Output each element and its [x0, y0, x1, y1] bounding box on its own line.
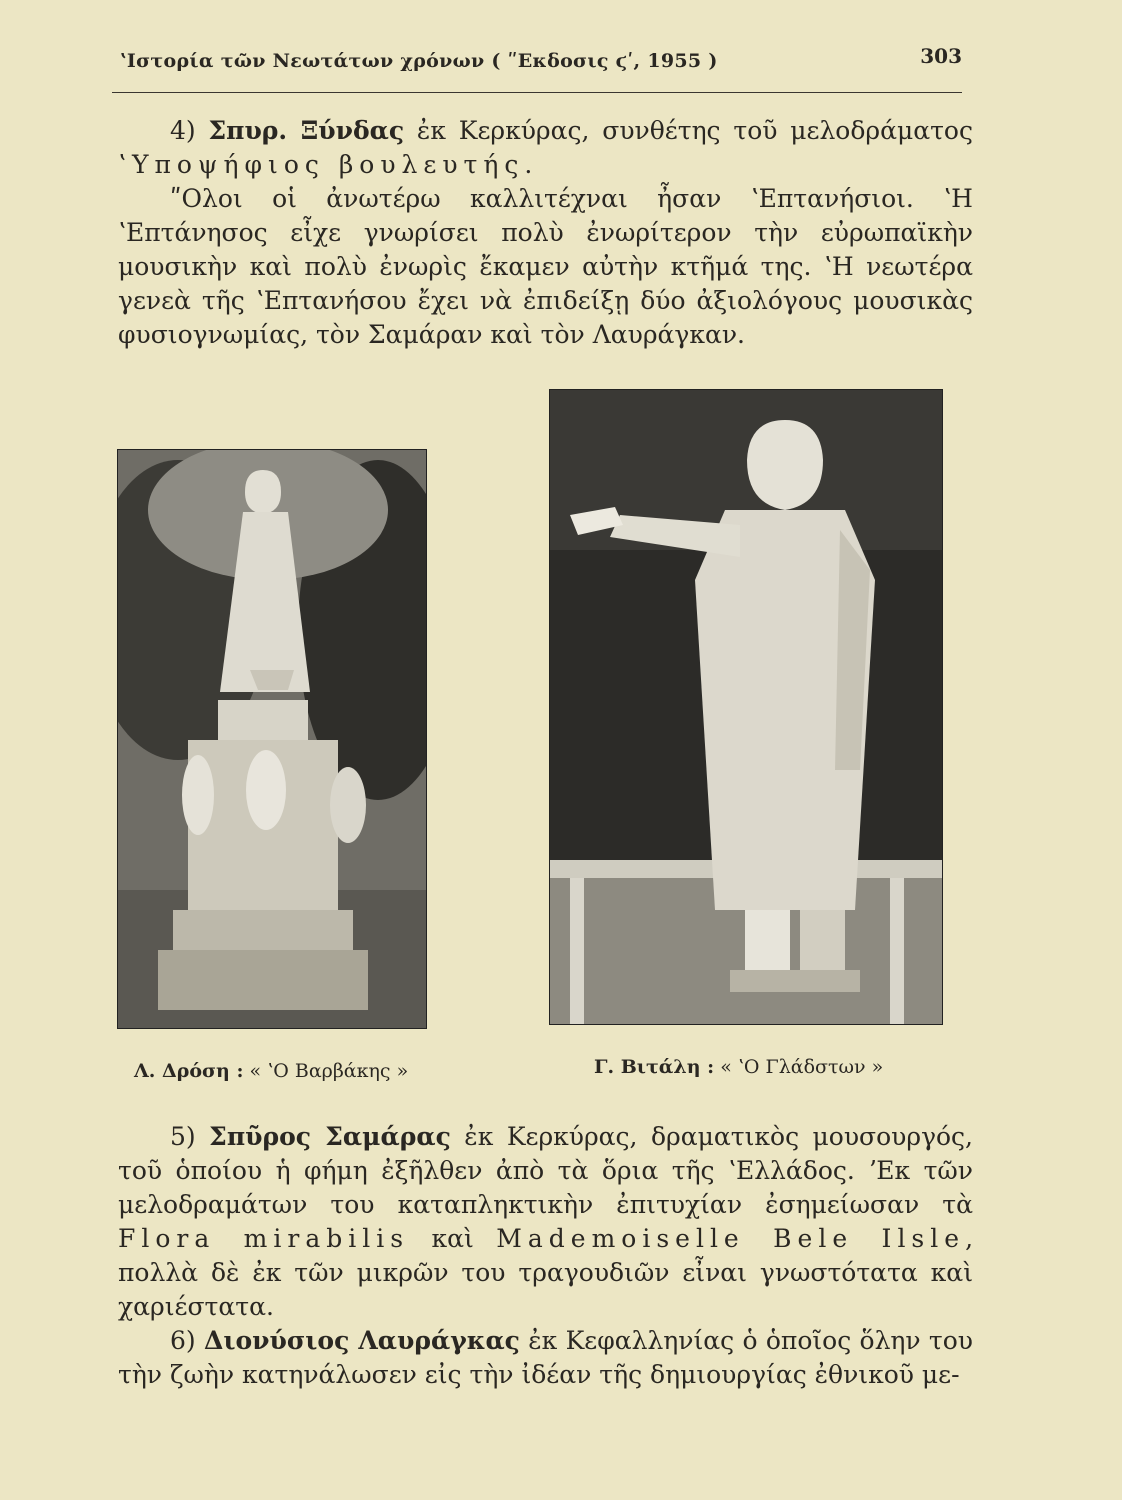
caption-title: « ʽΟ Γλάδστων »: [720, 1056, 884, 1078]
caption-gladstone: [594, 1056, 883, 1078]
photo-gladstone-statue: [549, 389, 943, 1025]
composer-name: Διονύσιος Λαυράγκας: [204, 1326, 520, 1355]
caption-artist: Γ. Βιτάλη :: [594, 1056, 715, 1078]
caption-artist: Λ. Δρόση :: [134, 1060, 244, 1082]
item-number: 5): [170, 1122, 196, 1151]
body-text: ἐκ Κεφαλληνίας ὁ ὁποῖος ὅλην του τὴν ζωὴν κατηνάλωσεν εἰς τὴν ἰδέαν τῆς δημιουργίας ἐθνικοῦ με-: [118, 1326, 974, 1389]
body-text: , πολλὰ δὲ ἐκ τῶν μικρῶν του τραγουδιῶν εἶναι γνωστότατα καὶ χαριέστατα.: [118, 1224, 974, 1321]
paragraph-heptanese: ʺΟλοι οἱ ἀνωτέρω καλλιτέχναι ἦσαν ʽΕπτανήσιοι. ʽΗ ʽΕπτάνησος εἶχε γνωρίσει πολὺ ἐνωρίτερον τὴν εὐρωπαϊκὴν μουσικὴν καὶ πολὺ ἐνωρὶς ἔκαμεν αὐτὴν κτῆμά της. ʽΗ νεωτέρα γενεὰ τῆς ʽΕπτανήσου ἔχει νὰ ἐπιδείξῃ δύο ἀξιολόγους μουσικὰς φυσιογνωμίας, τὸν Σαμάραν καὶ τὸν Λαυράγκαν.: [118, 184, 973, 349]
running-title: ʽΙστορία τῶν Νεωτάτων χρόνων ( ʺΕκδοσις ϛʹ, 1955 ): [120, 50, 718, 72]
body-text: ἐκ Κερκύρας, δραματικὸς μουσουργός, τοῦ ὁποίου ἡ φήμη ἐξῆλθεν ἀπὸ τὰ ὅρια τῆς ʽΕλλάδος. ʼΕκ τῶν μελοδραμάτων του καταπληκτικὴν ἐπιτυχίαν ἐσημείωσαν τὰ: [118, 1122, 974, 1219]
paragraph-item-5: [118, 1120, 973, 1324]
paragraph-item-6: [118, 1324, 973, 1392]
body-text: .: [524, 150, 533, 179]
item-number: 6): [170, 1326, 196, 1355]
item-number: 4): [170, 116, 196, 145]
caption-varvakis: [134, 1060, 408, 1082]
opera-title: Flora mirabilis: [118, 1224, 410, 1253]
body-text: καὶ: [409, 1224, 497, 1253]
page-number: 303: [920, 44, 962, 68]
opera-title: ʽΥποψήφιος βουλευτής: [118, 150, 525, 179]
running-header: [112, 40, 962, 93]
body-text: ἐκ Κερκύρας, συνθέτης τοῦ μελοδράματος: [404, 116, 973, 145]
statue-illustration: [550, 390, 942, 1024]
composer-name: Σπυρ. Ξύνδας: [208, 116, 405, 145]
opera-title: Mademoiselle Bele Ilsle: [496, 1224, 966, 1253]
caption-title: « ʽΟ Βαρβάκης »: [249, 1060, 409, 1082]
photo-varvakis-statue: [117, 449, 427, 1029]
paragraph-item-4: [118, 114, 973, 182]
statue-illustration: [118, 450, 426, 1028]
composer-name: Σπῦρος Σαμάρας: [209, 1122, 451, 1151]
